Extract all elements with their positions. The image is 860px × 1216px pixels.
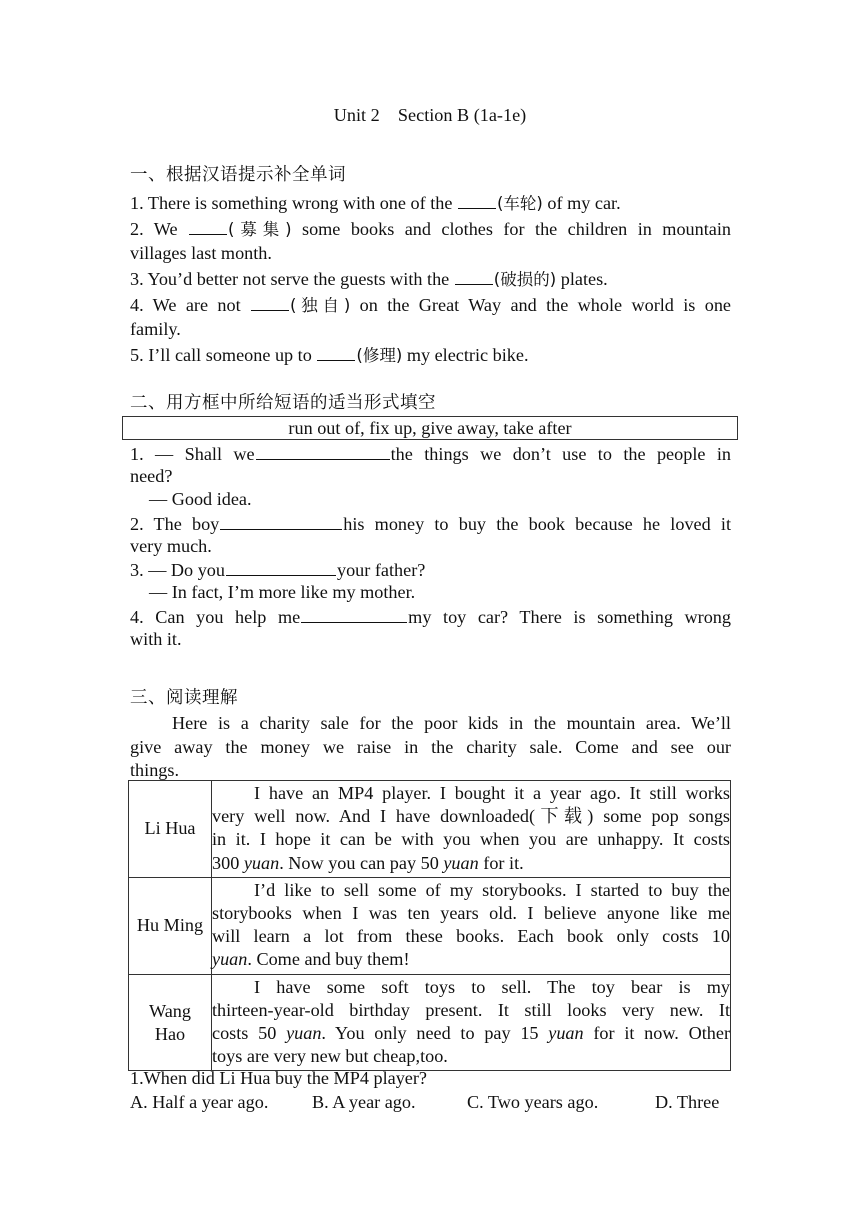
chinese-hint: (独自) <box>289 296 351 315</box>
answer-blank[interactable] <box>317 343 355 361</box>
question-text: 1. There is something wrong with one of the <box>130 193 457 213</box>
chinese-hint: (募集) <box>227 220 292 239</box>
description-line: storybooks when I was ten years old. I believe anyone like me <box>212 903 730 924</box>
question-2-1-continued: need? <box>130 466 173 486</box>
description-line: will learn a lot from these books. Each book only costs 10 <box>212 926 730 947</box>
answer-blank[interactable] <box>189 217 227 235</box>
table-row <box>129 781 731 878</box>
currency-word: yuan <box>548 1023 584 1044</box>
option-b[interactable]: B. A year ago. <box>312 1092 416 1112</box>
question-1-2-continued: villages last month. <box>130 243 272 263</box>
intro-line: Here is a charity sale for the poor kids in the mountain area. We’ll <box>172 713 731 733</box>
description-line: in it. I hope it can be with you when you are unhappy. It costs <box>212 829 730 850</box>
description-line: I have some soft toys to sell. The toy bear is my <box>254 976 730 997</box>
intro-line: give away the money we raise in the charity sale. Come and see our <box>130 737 731 757</box>
question-text: 3. You’d better not serve the guests with the <box>130 269 454 289</box>
section-heading-2: 二、用方框中所给短语的适当形式填空 <box>130 393 436 413</box>
description-line <box>212 805 730 828</box>
section-heading-1: 一、根据汉语提示补全单词 <box>130 165 346 185</box>
item-description <box>212 781 731 878</box>
phrase-box: run out of, fix up, give away, take after <box>122 416 738 440</box>
seller-name <box>129 877 212 974</box>
description-line: 300 yuan. Now you can pay 50 yuan for it. <box>212 852 524 873</box>
question-2-1-answer: — Good idea. <box>149 489 252 509</box>
seller-name-text: Wang <box>149 1000 191 1021</box>
seller-name-text: Hu Ming <box>136 915 204 936</box>
description-line: thirteen-year-old birthday present. It still looks very new. It <box>212 999 730 1020</box>
question-text: 3. — Do you <box>130 560 225 580</box>
seller-name-text: Li Hua <box>144 818 196 839</box>
chinese-hint: (车轮) <box>496 194 543 213</box>
question-2-3 <box>130 558 731 582</box>
question-text: 5. I’ll call someone up to <box>130 345 317 365</box>
question-text: 1. — Shall we <box>130 444 255 464</box>
description-line: I’d like to sell some of my storybooks. I started to buy the <box>254 879 730 900</box>
seller-name <box>129 781 212 878</box>
description-text: very well now. And I have downloaded(下载) some pop songs <box>212 806 730 827</box>
question-text: your father? <box>336 560 426 580</box>
option-d[interactable]: D. Three <box>655 1092 720 1112</box>
question-2-1 <box>130 442 731 466</box>
option-a[interactable]: A. Half a year ago. <box>130 1092 269 1112</box>
section-heading-3: 三、阅读理解 <box>130 688 238 708</box>
question-1-1 <box>130 191 731 215</box>
currency-word: yuan <box>212 949 248 970</box>
option-c[interactable]: C. Two years ago. <box>467 1092 599 1112</box>
intro-line: things. <box>130 760 180 780</box>
table-row <box>129 974 731 1071</box>
question-text: my electric bike. <box>402 345 529 365</box>
question-2-2 <box>130 512 731 536</box>
answer-blank[interactable] <box>256 442 390 460</box>
question-2-4 <box>130 605 731 629</box>
description-line: yuan. Come and buy them! <box>212 949 410 970</box>
question-text: of my car. <box>542 193 621 213</box>
question-1-4 <box>130 293 731 317</box>
charity-sale-table <box>128 780 731 1071</box>
question-3-1-stem: 1.When did Li Hua buy the MP4 player? <box>130 1068 427 1088</box>
item-description <box>212 974 731 1071</box>
answer-blank[interactable] <box>455 267 493 285</box>
question-text: his money to buy the book because he loved it <box>343 514 731 534</box>
question-text: my toy car? There is something wrong <box>408 607 731 627</box>
currency-word: yuan <box>243 852 280 873</box>
question-1-3 <box>130 267 731 291</box>
seller-name-text: Hao <box>154 1023 186 1044</box>
answer-blank[interactable] <box>301 605 407 623</box>
question-text: the things we don’t use to the people in <box>390 444 731 464</box>
seller-name <box>129 974 212 1071</box>
answer-blank[interactable] <box>251 293 289 311</box>
question-1-5 <box>130 343 731 367</box>
description-line: I have an MP4 player. I bought it a year ago. It still works <box>254 783 730 803</box>
question-text: 4. Can you help me <box>130 607 301 627</box>
question-2-4-continued: with it. <box>130 629 182 649</box>
question-2-2-continued: very much. <box>130 536 212 556</box>
answer-blank[interactable] <box>226 558 336 576</box>
chinese-hint: (破损的) <box>493 270 557 289</box>
question-text: 2. The boy <box>130 514 220 534</box>
question-text: plates. <box>556 269 608 289</box>
description-line: costs 50 yuan. You only need to pay 15 yuan for it now. Other <box>212 1023 731 1044</box>
table-row <box>129 877 731 974</box>
item-description <box>212 877 731 974</box>
question-text: some books and clothes for the children in mountain <box>291 219 732 239</box>
question-text: 4. We are not <box>130 295 250 315</box>
question-text: on the Great Way and the whole world is one <box>350 295 732 315</box>
page-title: Unit 2 Section B (1a-1e) <box>333 105 527 125</box>
currency-word: yuan <box>286 1023 322 1044</box>
answer-blank[interactable] <box>458 191 496 209</box>
answer-blank[interactable] <box>220 512 342 530</box>
question-text: 2. We <box>130 219 188 239</box>
question-2-3-answer: — In fact, I’m more like my mother. <box>149 582 416 602</box>
question-1-2 <box>130 217 731 241</box>
description-line: toys are very new but cheap,too. <box>212 1046 448 1067</box>
currency-word: yuan <box>443 852 479 873</box>
chinese-hint: (修理) <box>356 346 403 365</box>
question-1-4-continued: family. <box>130 319 181 339</box>
